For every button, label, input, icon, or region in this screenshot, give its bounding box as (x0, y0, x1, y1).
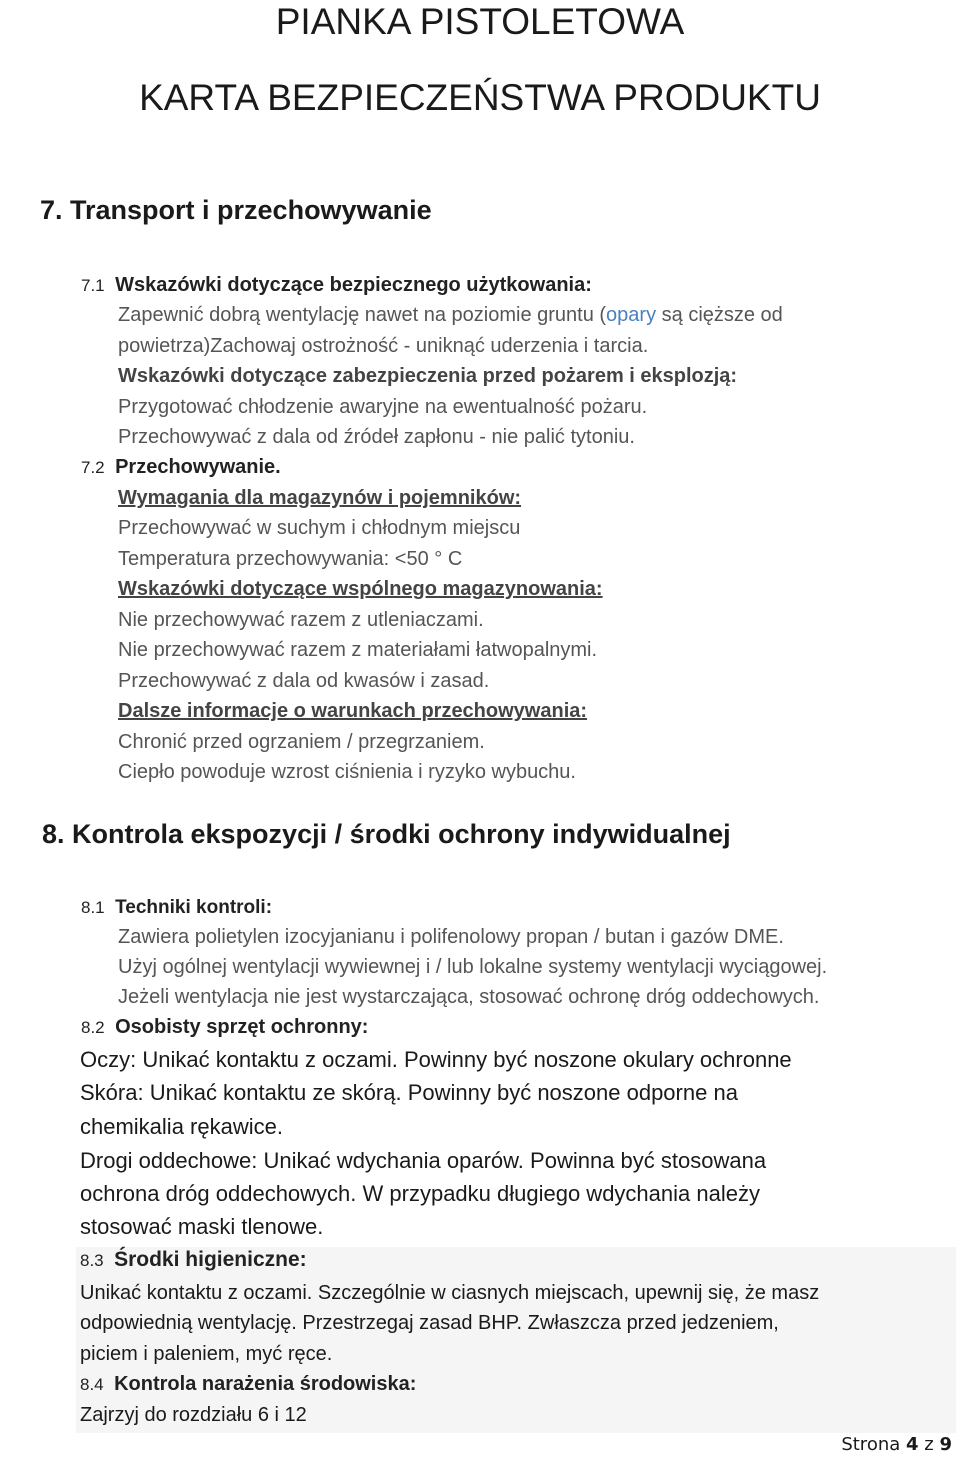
section-8-1-heading-row (81, 893, 272, 924)
s82-line-6: stosować maski tlenowe. (80, 1214, 324, 1239)
section-8-4-heading: Kontrola narażenia środowiska: (114, 1373, 417, 1395)
section-7-2-heading-row (81, 452, 281, 484)
section-7-1-heading-row (81, 271, 592, 301)
fire-line-1: Przygotować chłodzenie awaryjne na ewentualność pożaru. (118, 396, 648, 418)
section-7-1-heading: Wskazówki dotyczące bezpiecznego użytkowania: (115, 274, 592, 296)
joint-line-3: Przechowywać z dala od kwasów i zasad. (118, 670, 490, 692)
joint-storage-heading: Wskazówki dotyczące wspólnego magazynowania: (118, 578, 603, 600)
page-of: z (924, 1434, 934, 1455)
s71-line-1-link: opary (606, 304, 657, 326)
section-7-2-number: 7.2 (81, 458, 105, 477)
section-8-3-heading-row (80, 1245, 307, 1277)
more-info-heading: Dalsze informacje o warunkach przechowywania: (118, 700, 588, 722)
storage-requirements-heading: Wymagania dla magazynów i pojemników: (118, 487, 522, 509)
s82-line-4: Drogi oddechowe: Unikać wdychania oparów. Powinna być stosowana (80, 1148, 767, 1173)
s83-line-2: odpowiednią wentylację. Przestrzegaj zasad BHP. Zwłaszcza przed jedzeniem, (80, 1312, 779, 1334)
s81-line-2: Użyj ogólnej wentylacji wywiewnej i / lub lokalne systemy wentylacji wyciągowej. (118, 956, 828, 978)
section-8-4-number: 8.4 (80, 1375, 104, 1394)
document-title: KARTA BEZPIECZEŃSTWA PRODUKTU (139, 77, 821, 118)
more-line-2: Ciepło powoduje wzrost ciśnienia i ryzyko wybuchu. (118, 761, 576, 783)
s71-line-1-a: Zapewnić dobrą wentylację nawet na poziomie gruntu ( (118, 304, 607, 326)
s83-line-3: piciem i paleniem, myć ręce. (80, 1343, 333, 1365)
req-line-2: Temperatura przechowywania: <50 ° C (118, 548, 463, 570)
section-7-2-heading: Przechowywanie. (115, 456, 281, 478)
joint-line-2: Nie przechowywać razem z materiałami łatwopalnymi. (118, 639, 598, 661)
section-8-3-heading: Środki higieniczne: (114, 1248, 307, 1271)
s82-line-3: chemikalia rękawice. (80, 1114, 283, 1139)
product-name: PIANKA PISTOLETOWA (275, 1, 685, 42)
s82-line-5: ochrona dróg oddechowych. W przypadku długiego wdychania należy (80, 1181, 760, 1206)
s81-line-3: Jeżeli wentylacja nie jest wystarczająca, stosować ochronę dróg oddechowych. (118, 986, 820, 1008)
section-7-title: 7. Transport i przechowywanie (40, 195, 432, 225)
section-8-2-heading: Osobisty sprzęt ochronny: (115, 1016, 369, 1038)
page-total: 9 (939, 1434, 952, 1455)
section-8-3-number: 8.3 (80, 1251, 104, 1270)
s71-line-1-b: są cięższe od (656, 304, 783, 326)
s84-line-1: Zajrzyj do rozdziału 6 i 12 (80, 1404, 307, 1426)
section-7-1-number: 7.1 (81, 276, 105, 295)
more-line-1: Chronić przed ogrzaniem / przegrzaniem. (118, 731, 485, 753)
s82-line-2: Skóra: Unikać kontaktu ze skórą. Powinny być noszone odporne na (80, 1080, 738, 1105)
fire-heading: Wskazówki dotyczące zabezpieczenia przed pożarem i eksplozją: (118, 365, 738, 387)
s83-line-1: Unikać kontaktu z oczami. Szczególnie w ciasnych miejscach, upewnij się, że masz (80, 1282, 820, 1304)
s71-line-2: powietrza)Zachowaj ostrożność - uniknąć uderzenia i tarcia. (118, 335, 649, 357)
s71-line-1 (118, 300, 783, 330)
section-8-2-heading-row (81, 1012, 368, 1044)
fire-line-2: Przechowywać z dala od źródeł zapłonu - nie palić tytoniu. (118, 426, 635, 448)
req-line-1: Przechowywać w suchym i chłodnym miejscu (118, 517, 521, 539)
page-label: Strona (841, 1434, 901, 1455)
s82-line-1: Oczy: Unikać kontaktu z oczami. Powinny być noszone okulary ochronne (80, 1047, 792, 1072)
page-number (841, 1434, 952, 1455)
section-8-4-heading-row (80, 1369, 416, 1401)
section-8-1-number: 8.1 (81, 898, 105, 917)
page-current: 4 (906, 1434, 919, 1455)
section-8-1-heading: Techniki kontroli: (115, 897, 273, 918)
section-8-title: 8. Kontrola ekspozycji / środki ochrony indywidualnej (42, 819, 731, 849)
section-8-2-number: 8.2 (81, 1018, 105, 1037)
s81-line-1: Zawiera polietylen izocyjanianu i polifenolowy propan / butan i gazów DME. (118, 926, 784, 948)
joint-line-1: Nie przechowywać razem z utleniaczami. (118, 609, 484, 631)
